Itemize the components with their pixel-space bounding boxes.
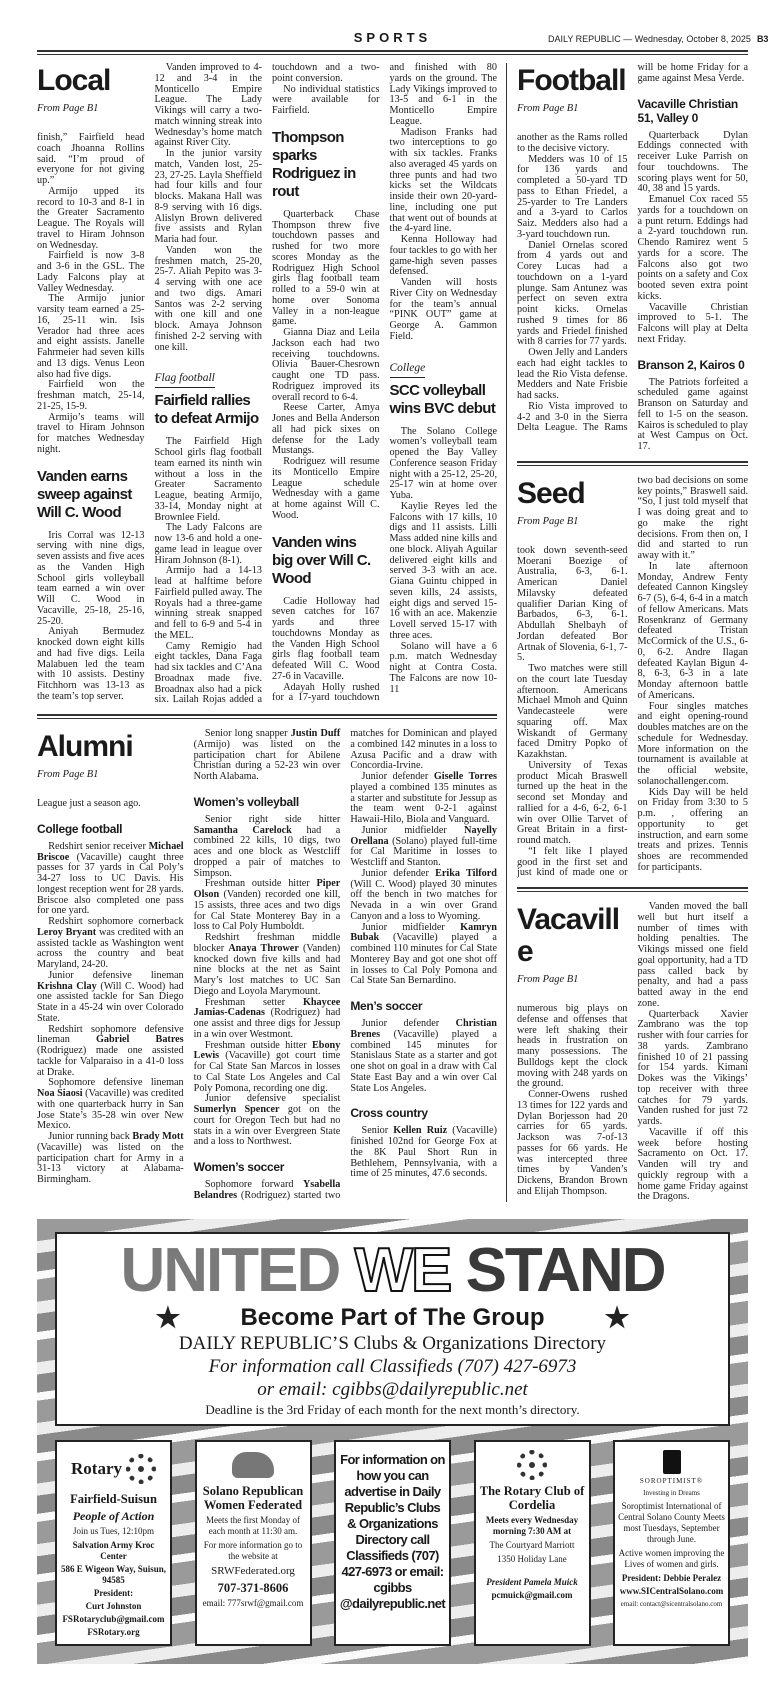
paragraph: Fairfield won the freshman match, 25-14, 21-25, 15-9. [37,379,145,412]
paragraph: Rio Vista improved to 4-2 and 3-0 in the Sierra Delta League. The Rams will be home Friday for a game against Mesa Verde. [517,62,748,434]
athlete-name: Giselle Torres [433,771,497,782]
headline: SCC volleyball wins BVC debut [389,381,496,417]
headline: Vanden wins big over Will C. Wood [272,533,371,587]
paragraph: Armijo upped its record to 10-3 and 8-1 in the Greater Sacramento League. The Royals will travel to Hiram Johnson on Wednesday. [37,185,145,251]
paragraph: Aniyah Bermudez knocked down eight kills and had five digs. Leila Malabuen led the team with 10 assists. Destiny Fitchhorn was 13-13 as the team’s top server. [37,626,145,702]
ad-line: Meets every Wednesday morning 7:30 AM at [485,1515,579,1536]
paragraph: another as the Rams rolled to the decisive victory. [517,132,628,154]
paragraph [194,933,341,998]
ad-line: President Pamela Muick [486,1577,578,1587]
athlete-name: Ysabella Belandres [193,1179,341,1201]
kicker-wrap [155,353,263,388]
text-run: Junior midfielder [361,824,465,836]
subheading: Men’s soccer [350,999,423,1013]
paragraph [37,1025,184,1079]
ad-line: Meets the first Monday of each month at 11:30 am. [206,1515,300,1536]
section-name: SPORTS [353,30,432,45]
paragraph: No individual statistics were available for Fairfield. [272,83,380,116]
headline: Vanden earns sweep against Will C. Wood [37,467,132,521]
paragraph: In late afternoon Monday, Andrew Fenty defeated Cannon Kingsley 6-7 (5), 6-4, 6-4 in a match of fellow Americans. Mats Rosenkranz of Germany defeated Tristan McCormick of the U.S., 6-0, 6-2. Andre Ilagan defeated Kaylan Bigun 4-8, 6-3, 6-3 in a late Monday afternoon battle of Americans. [637,560,748,701]
paragraph: The Lady Falcons are now 13-6 and hold a one-game lead in league over Hiram Johnson (8-1). [154,522,262,566]
dateline [548,34,769,44]
paragraph [350,1126,497,1180]
ad-line: email: contact@sicentralsolano.com [620,1600,723,1608]
paragraph: Medders was 10 of 15 for 136 yards and completed a 50-yard TD pass to Ethan Friedel, a 25-yarder to Tre Landers and a 3-yard to Carlos Saiz. Medders also had a 3-yard touchdown run. [517,153,628,240]
section-title: Vacaville [517,903,620,968]
subheading: College football [37,821,123,836]
headline: Fairfield rallies to defeat Armijo [154,392,259,428]
paragraph: took down seventh-seed Moerani Boezige of Australia, 6-3, 6-1. American Daniel Milavsky defeated qualifier Darian King of Barbados, 6-3, 6-1. Abdullah Shelbayh of Jordan defeated Bor Artnak of Slovenia, 6-1, 7-5. [517,544,628,664]
text-run: Freshman setter [204,996,303,1008]
subheading: Cross country [350,1106,428,1121]
ad-phone-line: For information call Classifieds (707) 427-6973 [208,1356,577,1377]
athlete-name: Samantha Carelock [193,824,292,836]
paragraph: Fairfield is now 3-8 and 3-6 in the GSL. The Lady Falcons play at Valley Wednesday. [37,250,145,294]
club-ad-box [613,1440,730,1646]
section-title: Seed [517,476,585,510]
athlete-name: Nayelly Orellana [350,824,497,847]
paragraph: Adayah Holly rushed for a 17-yard touchdown and finished with 80 yards on the ground. The Lady Vikings improved to 13-5 and 6-1 in the Monticello Empire League. [272,62,497,704]
athlete-name: Gabriel Batres [95,1034,184,1046]
section-title: Football [517,64,626,97]
soroptimist-logo-text: SOROPTIMIST® [639,1477,704,1485]
clubs-directory-ad [37,1219,748,1664]
athlete-name: Kamryn Bubak [350,921,497,944]
paragraph: The Fairfield High School girls flag football team earned its ninth win without a loss in the Greater Sacramento League, beating Armijo, 33-14, Monday night at Brownlee Field. [154,436,262,523]
rotary-logo [60,1454,167,1484]
text-run: (Armijo) was listed on the participation chart for Abilene Christian during a 52-23 win over North Alabama. [193,738,341,782]
paragraph [350,826,497,869]
news-columns [37,63,748,1203]
paragraph [37,1132,184,1186]
athlete-name: Justin Duff [290,728,341,739]
paragraph [194,815,341,880]
text-run: Freshman outside hitter [204,1039,312,1051]
paragraph: numerous big plays on defense and offenses that were left shaking their heads in frustration on many possessions. The Bulldogs kept the clock moving with 248 yards on the ground. [517,1003,628,1090]
text-run: Sophomore forward [204,1179,303,1190]
paragraph: Four singles matches and eight opening-round doubles matches are on the schedule for Wednesday. More information on the tournament is available at the official website, solanochallenger.com. [637,700,748,787]
paragraph: The Patriots forfeited a scheduled game against Branson on Saturday and fell to 1-5 on the season. Kairos is scheduled to play at West Campus on Oct. 17. [637,376,748,452]
paragraph: Quarterback Chase Thompson threw five touchdown passes and rushed for two more scores Monday as the Rodriguez High School girls flag football team rolled to a 59-0 win at home over Sonoma Valley in a non-league game. [272,208,380,328]
star-icon: ★ [155,1302,181,1333]
text-run: (Vanden) knocked down five kills and had nine blocks at the net as Saint Mary’s lost matches to UC San Diego and Loyola Marymount. [193,942,341,997]
page-header [37,30,769,50]
text-run: Junior running back [48,1131,133,1142]
elephant-icon [232,1452,274,1478]
paragraph [350,923,497,988]
ad-line: President: [93,1588,134,1598]
paragraph: Owen Jelly and Landers each had eight tackles to lead the Rio Vista defense. Medders and Nate Frisbie had sacks. [517,347,628,401]
paragraph: The Solano College women’s volleyball team opened the Bay Valley Conference season Friday night with a 25-12, 25-20, 25-17 win at home over Yuba. [389,425,497,501]
paragraph: The Armijo junior varsity team earned a 25-16, 25-11 win. Isis Verador had three aces and eight assists. Janelle Fahrmeier had seven kills and 13 digs. Venus Leon also had five digs. [37,293,145,380]
subheading: Vacaville Christian 51, Valley 0 [637,96,738,125]
headline-stand: STAND [465,1236,665,1305]
ad-line: SRWFederated.org [211,1565,295,1577]
club-ad-boxes [55,1440,730,1646]
ad-line: Join us Tues, 12:10pm [72,1526,155,1536]
text-run: Junior defender [361,771,434,782]
article-vacaville [517,902,748,1203]
paragraph [37,799,184,810]
club-ad-box [334,1440,451,1646]
ad-line: 1350 Holiday Lane [497,1554,567,1564]
article-local [37,63,497,706]
paragraph: Camy Remigio had eight tackles, Dana Faga had six tackles and C’Ana Broadnax made five. Broadnax also had a pick six. Lailah Rojas added a touchdown and a two-point conversion. [154,62,380,706]
paragraph [194,879,341,933]
ad-subhead-row [63,1304,722,1332]
paragraph: Two matches were still on the court late Tuesday afternoon. Americans Michael Mmoh and Quinn Vandecasteele were squaring off. Max Wiskandt of Germany faced Dmitry Popko of Kazakhstan. [517,663,628,760]
paragraph: Kaylie Reyes led the Falcons with 17 kills, 10 digs and 11 assists. Lilli Mass added nine kills and one block. Aliyah Aguilar delivered eight kills and served 3-3 with an ace. Giana Guintu chipped in seven kills, 24 assists, eight digs and served 15-16 with an ace. Makenzie Lovell served 15-17 with three aces. [389,500,497,641]
text-run: Junior defensive specialist [204,1093,341,1105]
ad-line: 707-371-8606 [217,1581,289,1595]
soroptimist-logo-icon [663,1450,681,1474]
text-run: Redshirt freshman middle blocker [193,932,341,954]
ad-line: 586 E Wigeon Way, Suisun, 94585 [60,1564,167,1585]
text-run: (Vacaville) got court time for Cal State San Marcos in losses to Cal State Los Angeles and Cal Poly Pomona, recording one dig. [193,1050,341,1094]
text-run: (Rodriguez) started two matches for Dominican and played a combined 142 minutes in a loss to Azusa Pacific and a draw with Concordia-Irvine. [237,728,497,1201]
text-run: was credited with an assisted tackle as Washington went across the country and beat Maryland, 24-20. [37,926,184,970]
section-title: Local [37,64,111,97]
ad-line: Active women improving the Lives of women and girls. [618,1548,725,1569]
text-run: (Vacaville) was listed on the participation chart for Army in a 31-13 victory at Alabama-Birmingham. [37,1141,184,1185]
text-run: Redshirt sophomore cornerback [48,916,184,927]
subheading: Branson 2, Kairos 0 [637,357,745,372]
dateline-text: DAILY REPUBLIC — Wednesday, October 8, 2025 [548,34,751,44]
article-seed [517,476,748,879]
paragraph: Armijo had a 14-13 lead at halftime before Fairfield pulled away. The Royals had a three-game winning streak snapped and fell to 6-9 and 5-4 in the MEL. [154,565,262,641]
athlete-name: Brady Mott [132,1131,184,1142]
paragraph: Daniel Ornelas scored from 4 yards out and Corey Lucas had a touchdown on a 1-yard plunge. Sam Antunez was perfect on seven extra point kicks. Ornelas rushed 9 times for 86 yards and Friedel finished with 8 carries for 77 yards. [517,239,628,348]
text-run: (Vacaville) caught three passes for 37 yards in Cal Poly’s 34-27 loss to UC Davis. His longest reception went for 28 yards. Briscoe also completed one pass for one yard. [37,851,184,917]
athlete-name: Krishna Clay [37,980,97,992]
section-title: Alumni [37,730,133,763]
ad-line: Curt Johnston [85,1601,142,1611]
text-run: (Vacaville) played a combined 145 minutes for Stanislaus State as a starter and got one shot on goal in a draw with Cal State East Bay and a win over Cal State Los Angeles. [350,1028,497,1094]
paragraph: Emanuel Cox raced 55 yards for a touchdown on a punt return. Eddings had a 2-yard touchdown run. Chendo Ramirez went 5 yards for a score. The Falcons also got two points on a safety and Cox booted seven extra point kicks. [637,194,748,302]
paragraph [37,917,184,971]
paragraph: Conner-Owens rushed 13 times for 122 yards and Dylan Borjesson had 20 carries for 65 yards. Jackson was 7-of-13 passes for 66 yards. He was intercepted three times by Vanden’s Dickens, Brandon Brown and Elijah Thompson. [517,1089,628,1197]
paragraph: Madison Franks had two interceptions to go with six tackles. Franks also averaged 45 yards on three punts and had two kicks set the Wildcats inside their own 20-yard-line, including one put that went out of bounds at the 4-yard line. [389,126,497,235]
text-run: League just a season ago. [37,798,141,809]
ad-headline [63,1238,722,1304]
page-number: B3 [756,34,769,44]
paragraph [194,1094,341,1148]
club-ad-box [195,1440,312,1646]
text-run: (Solano) played full-time for Cal Maritime in losses to Westcliff and Stanton. [350,835,497,868]
paragraph [350,1019,497,1094]
athlete-name: Michael Briscoe [37,840,184,863]
headline: Thompson sparks Rodriguez in rout [272,128,356,200]
paragraph: Armijo’s teams will travel to Hiram Johnson for matches Wednesday night. [37,411,145,455]
subheading: Women’s volleyball [193,794,299,809]
text-run: had a combined 22 kills, 10 digs, two aces and one block as Westcliff dropped a pair of matches to Simpson. [193,824,341,879]
ad-line: The Courtyard Marriott [489,1540,575,1550]
ad-line: Investing in Dreams [643,1489,700,1497]
from-page-label: From Page B1 [517,103,579,114]
paragraph [194,998,341,1041]
athlete-name: Sumerlyn Spencer [193,1104,280,1115]
athlete-name: Noa Siaosi [37,1088,83,1099]
kicker-wrap [390,343,498,378]
ad-line: For information on how you can advertise in Daily Republic’s Clubs & Organizations Directory call Classifieds (707) 427-6973 or email: cgibbs @dailyrepublic.net [339,1452,446,1611]
text-run: (Will C. Wood) played 30 minutes off the bench in two matches for Nevada in a win over Grand Canyon and a loss to Wyoming. [350,878,497,922]
text-run: Junior midfielder [361,921,461,933]
paragraph: Reese Carter, Amya Jones and Bella Anderson all had pick sixes on defense for the Lady Mustangs. [272,402,380,457]
headline-we: WE [354,1236,451,1305]
ad-subhead: Become Part of The Group [240,1304,545,1331]
paragraph: finish,” Fairfield head coach Jhoanna Rollins said. “I’m proud of everyone for not giving up.” [37,132,145,186]
text-run: Redshirt senior receiver [48,840,149,852]
paragraph: Vanden moved the ball well but hurt itself a number of times with holding penalties. The Vikings missed one field goal opportunity, had a TD pass called back by penalty, and had a pass batted away in the end zone. [637,901,748,1009]
ad-line: Solano Republican Women Federated [202,1484,304,1512]
kicker: Flag football [155,371,215,388]
club-ad-box [474,1440,591,1646]
text-run: Junior defender [361,1018,456,1029]
right-stack [507,63,748,1203]
paragraph: In the junior varsity match, Vanden lost, 25-23, 27-25. Layla Sheffield had four kills and four blocks. Makana Hall was 8-9 serving with 16 digs. Alislyn Brown delivered five assists and Rylan Maria had four. [154,148,262,245]
text-run: (Vanden) recorded one kill, 15 assists, three aces and two digs for Cal State Monterey Bay in a loss to Cal Poly Humboldt. [193,889,341,933]
paragraph [350,869,497,923]
text-run: (Rodriguez) made one assisted tackle for Valparaiso in a 41-0 loss at Drake. [37,1045,184,1078]
section-rule [37,714,497,719]
paragraph: Vanden will hosts River City on Wednesday for the team’s annual “PINK OUT” game at George A. Gammon Field. [389,277,497,342]
text-run: Junior defensive lineman [48,969,184,981]
paragraph: Iris Corral was 12-13 serving with nine digs, seven assists and five aces as the Vanden High School girls volleyball team earned a win over Will C. Wood in Vacaville, 25-18, 25-16, 25-20. [37,529,145,627]
paragraph [37,971,184,1025]
paragraph [194,1041,341,1095]
subheading: Women’s soccer [193,1160,285,1174]
paragraph: University of Texas product Micah Braswell turned up the heat in the second set Monday and rallied for a 4-6, 6-2, 6-1 win over Ollie Tarvet of Great Britain in a first-round match. [517,759,628,846]
text-run: (Rodriguez) had one assist and three digs for Jessup in a win over Westmont. [193,1007,341,1040]
text-run: (Vacaville) finished 102nd for George Fox at the 8K Paul Short Run in Bethlehem, Pennsylvania, with a time of 25 minutes, 47.6 seconds. [350,1125,497,1180]
paragraph: Vacaville if off this week before hosting Sacramento on Oct. 17. Vanden will try and quickly regroup with a home game Friday against the Dragons. [637,1126,748,1203]
ad-line: The Rotary Club of Cordelia [479,1484,585,1512]
text-run: (Will C. Wood) had one assisted tackle for San Diego State in a 45-24 win over Colorado State. [37,980,184,1024]
ad-headline-box [55,1232,730,1426]
header-rule [37,50,748,55]
paragraph: Kids Day will be held on Friday from 3:30 to 5 p.m. , offering an opportunity to get instruction, and earn some treats and prizes. Tennis shoes are recommended for participants. [637,786,748,873]
paragraph: Quarterback Xavier Zambrano was the top rusher with four carries for 38 yards. Zambrano finished 10 of 21 passing for 154 yards. Kimani Dokes was the Vikings’ top receiver with three catches for 79 yards. Vanden rushed for just 72 yards. [637,1008,748,1127]
ad-directory-title: DAILY REPUBLIC’S Clubs & Organizations Directory [178,1333,607,1354]
from-page-label: From Page B1 [37,769,99,780]
article-alumni [37,729,497,1202]
text-run: Freshman outside hitter [204,878,317,890]
ad-line: Salvation Army Kroc Center [72,1540,155,1561]
star-icon: ★ [604,1302,630,1333]
ad-line: FSRotaryclub@gmail.com [62,1614,165,1624]
paragraph: Kenna Holloway had four tackles to go with her game-high seven passes defensed. [389,234,497,278]
article-football [517,63,748,453]
text-run: Senior right side hitter [204,813,341,825]
ad-line: President: Debbie Peralez [621,1573,722,1583]
left-stack [37,63,507,1202]
rotary-wheel-wrap [479,1450,586,1480]
ad-line: email: 777srwf@gmail.com [202,1598,304,1608]
club-ad-box [55,1440,172,1646]
ad-line: For more information go to the website at [203,1540,303,1561]
athlete-name: Erika Tilford [435,867,497,879]
paragraph: Solano will have a 6 p.m. match Wednesday night at Contra Costa. The Falcons are now 10-11 [389,640,497,695]
ad-email-line: or email: cgibbs@dailyrepublic.net [257,1379,528,1400]
from-page-label: From Page B1 [37,103,99,114]
paragraph [37,842,184,917]
rotary-logo-text: Rotary [71,1459,122,1478]
paragraph: Rodriguez will resume its Monticello Empire League schedule Wednesday with a game at home against Will C. Wood. [272,456,380,521]
section-rule [517,461,748,466]
paragraph: “I felt like I played good in the first set and just kind of made one or two bad decisions on some key points,” Braswell said. “So, I just told myself that I was doing great and to go make the right decisions. From then on, I did and started to run away with it.” [517,474,748,879]
athlete-name: Leroy Bryant [37,926,97,938]
athlete-name: Ebony Lewis [193,1039,341,1062]
text-run: (Vacaville) played a combined 110 minutes for Cal State Monterey Bay and got one shot off in losses to Cal Poly Pomona and Cal State San Bernardino. [350,932,497,987]
text-run: Redshirt sophomore defensive lineman [37,1023,184,1046]
ad-line: Fairfield-Suisun [70,1492,157,1506]
ad-line: Soroptimist International of Central Solano County Meets most Tuesdays, September through June. [618,1501,725,1544]
paragraph: Cadie Holloway had seven catches for 167 yards and three touchdowns Monday as the Vanden High School girls flag football team defeated Will C. Wood 27-6 in Vacaville. [272,595,380,682]
rotary-wheel-icon [517,1450,547,1480]
paragraph: Vanden improved to 4-12 and 3-4 in the Monticello Empire League. The Lady Vikings will carry a two-match winning streak into Wednesday’s home match against River City. [154,62,262,149]
text-run: Senior long snapper [204,728,291,739]
paragraph: Gianna Diaz and Leila Jackson each had two receiving touchdowns. Olivia Bauer-Chesrown caught one TD pass. Rodriguez improved its overall record to 6-4. [272,327,380,403]
ad-line: People of Action [72,1509,155,1523]
text-run: Sophomore defensive lineman [48,1077,184,1089]
paragraph [37,1078,184,1132]
paragraph: Quarterback Dylan Eddings connected with receiver Luke Parrish on four touchdowns. The scoring plays went for 50, 40, 38 and 15 yards. [637,129,748,195]
headline-united: UNITED [120,1236,340,1305]
text-run: got on the court for Oregon Tech but had no stats in a win over Evergreen State and a loss to Northwest. [193,1104,341,1148]
paragraph: Vacaville Christian improved to 5-1. The Falcons will play at Delta next Friday. [637,301,748,345]
paragraph [350,772,497,826]
ad-line: FSRotary.org [87,1627,140,1637]
athlete-name: Piper Olson [193,878,341,900]
ad-deadline: Deadline is the 3rd Friday of each month for the next month’s directory. [205,1402,580,1417]
athlete-name: Khaycee Jamias-Cadenas [193,996,341,1019]
paragraph: Vanden won the freshmen match, 25-20, 25-7. Aliah Pepito was 3-4 serving with one ace and two digs. Amari Santos was 2-2 serving with one kill and one block. Amaya Johnson finished 2-2 serving with one kill. [154,244,262,353]
section-rule [517,887,748,892]
text-run: Junior defender [361,867,436,879]
rotary-wheel-icon [126,1454,156,1484]
athlete-name: Anaya Thrower [228,942,299,954]
text-run: (Vacaville) was credited with one quarterback hurry in San Jose State’s 35-28 win over New Mexico. [37,1088,184,1132]
paragraph [194,729,341,783]
athlete-name: Kellen Ruiz [393,1125,448,1137]
athlete-name: Christian Brenes [350,1018,497,1040]
ad-line: pcmuick@gmail.com [491,1590,573,1600]
ad-line: www.SICentralSolano.com [619,1586,724,1596]
from-page-label: From Page B1 [517,515,579,527]
kicker: College [390,361,426,378]
text-run: Senior [361,1125,394,1137]
text-run: played a combined 135 minutes as a starter and substitute for Jessup as the team went 0-2-1 against Hawaii-Hilo, Biola and Vanguard. [350,781,497,825]
from-page-label: From Page B1 [517,974,579,985]
